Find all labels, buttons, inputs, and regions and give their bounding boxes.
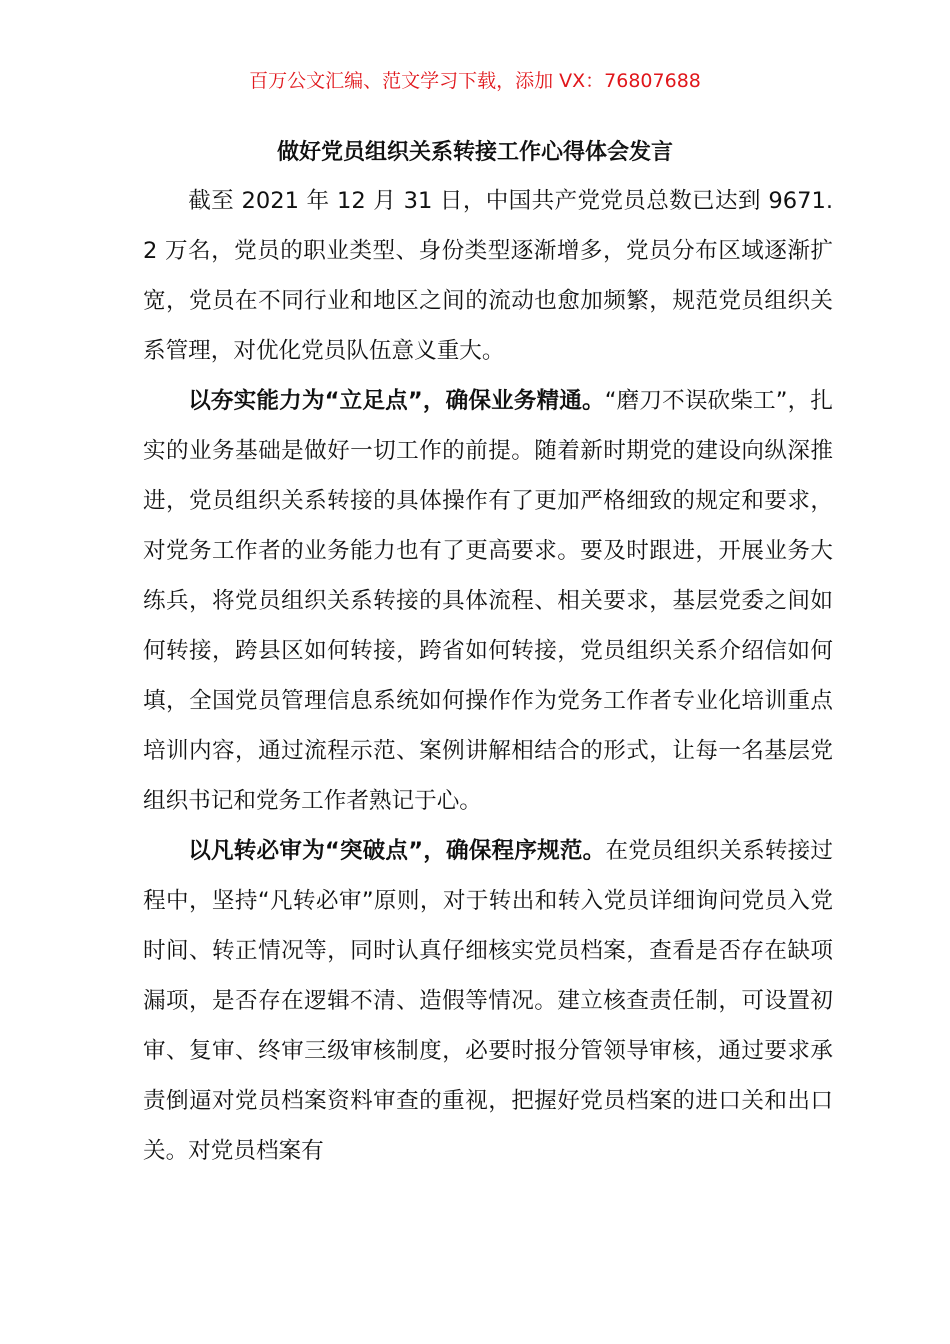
document-body (143, 176, 833, 1176)
download-notice-header: 百万公文汇编、范文学习下载，添加 VX：76807688 (249, 70, 701, 92)
document-title: 做好党员组织关系转接工作心得体会发言 (276, 140, 673, 165)
paragraph-review (143, 826, 833, 1176)
paragraph-intro (143, 176, 833, 376)
paragraph-lead: 以夯实能力为“立足点”，确保业务精通。 (188, 388, 605, 414)
paragraph-text: “磨刀不误砍柴工”，扎实的业务基础是做好一切工作的前提。随着新时期党的建设向纵深推进，党员组织关系转接的具体操作有了更加严格细致的规定和要求，对党务工作者的业务能力也有了更高要求。要及时跟进，开展业务大练兵，将党员组织关系转接的具体流程、相关要求，基层党委之间如何转接，跨县区如何转接，跨省如何转接，党员组织关系介绍信如何填，全国党员管理信息系统如何操作作为党务工作者专业化培训重点培训内容，通过流程示范、案例讲解相结合的形式，让每一名基层党组织书记和党务工作者熟记于心。 (143, 388, 833, 814)
paragraph-ability (143, 376, 833, 826)
paragraph-lead: 以凡转必审为“突破点”，确保程序规范。 (188, 838, 606, 864)
paragraph-text: 在党员组织关系转接过程中，坚持“凡转必审”原则，对于转出和转入党员详细询问党员入党时间、转正情况等，同时认真仔细核实党员档案，查看是否存在缺项漏项，是否存在逻辑不清、造假等情况。建立核查责任制，可设置初审、复审、终审三级审核制度，必要时报分管领导审核，通过要求承责倒逼对党员档案资料审查的重视，把握好党员档案的进口关和出口关。对党员档案有 (143, 838, 834, 1164)
paragraph-text: 截至 2021 年 12 月 31 日，中国共产党党员总数已达到 9671.2 万名，党员的职业类型、身份类型逐渐增多，党员分布区域逐渐扩宽，党员在不同行业和地区之间的流动也愈加频繁，规范党员组织关系管理，对优化党员队伍意义重大。 (143, 188, 833, 364)
